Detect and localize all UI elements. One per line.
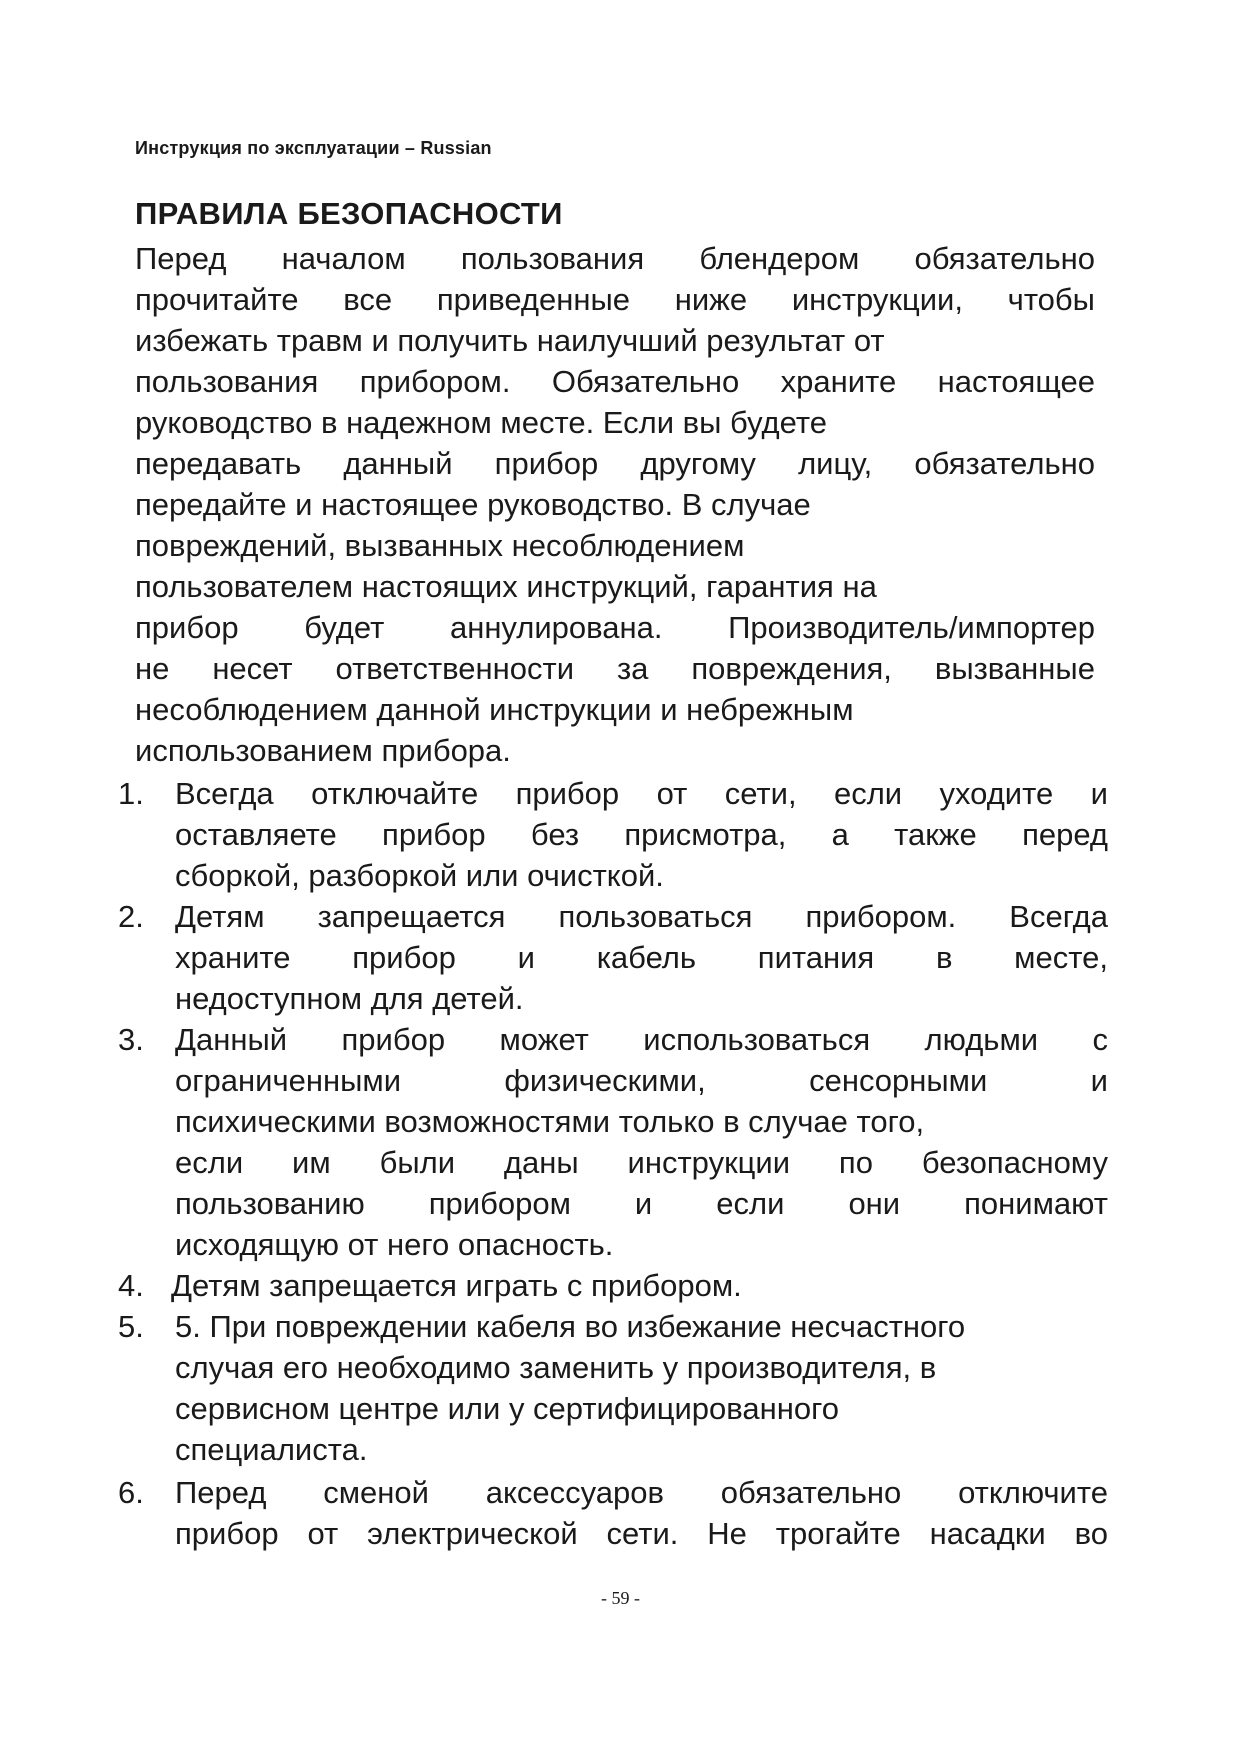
- list-item-line: Перед сменой аксессуаров обязательно отключите: [175, 1475, 1108, 1510]
- page-number: - 59 -: [601, 1588, 640, 1608]
- list-item: [118, 1306, 1118, 1470]
- list-item-number: 1.: [118, 776, 144, 811]
- intro-line: передайте и настоящее руководство. В случае: [135, 487, 811, 522]
- list-item-line: Данный прибор может использоваться людьми с: [175, 1022, 1108, 1057]
- list-item-line: психическими возможностями только в случае того,: [175, 1104, 925, 1139]
- intro-line: пользования прибором. Обязательно храните настоящее: [135, 364, 1095, 399]
- list-item: [118, 773, 1118, 896]
- list-item-number: 4.: [118, 1268, 144, 1303]
- list-item-line: храните прибор и кабель питания в месте,: [175, 940, 1108, 975]
- list-item-number: 5.: [118, 1309, 144, 1344]
- list-item-line: сборкой, разборкой или очисткой.: [175, 858, 664, 893]
- list-item-line: сервисном центре или у сертифицированного: [175, 1391, 839, 1426]
- list-item-number: 6.: [118, 1475, 144, 1510]
- list-item-line: недоступном для детей.: [175, 981, 524, 1016]
- intro-line: пользователем настоящих инструкций, гарантия на: [135, 569, 877, 604]
- list-item: [118, 1265, 1118, 1306]
- list-item-line: оставляете прибор без присмотра, а также перед: [175, 817, 1108, 852]
- intro-line: несоблюдением данной инструкции и небрежным: [135, 692, 854, 727]
- intro-line: Перед началом пользования блендером обязательно: [135, 241, 1095, 276]
- intro-line: прочитайте все приведенные ниже инструкции, чтобы: [135, 282, 1095, 317]
- list-item-line: ограниченными физическими, сенсорными и: [175, 1063, 1108, 1098]
- intro-line: использованием прибора.: [135, 733, 511, 768]
- intro-line: повреждений, вызванных несоблюдением: [135, 528, 745, 563]
- intro-line: передавать данный прибор другому лицу, обязательно: [135, 446, 1095, 481]
- list-item-number: 3.: [118, 1022, 144, 1057]
- intro-line: прибор будет аннулирована. Производитель/импортер: [135, 610, 1095, 645]
- intro-line: руководство в надежном месте. Если вы будете: [135, 405, 827, 440]
- list-item-line: исходящую от него опасность.: [175, 1227, 614, 1262]
- safety-rules-list: [118, 773, 1118, 1554]
- list-item-line: Детям запрещается пользоваться прибором. Всегда: [175, 899, 1108, 934]
- intro-paragraph: [135, 238, 1095, 771]
- list-item-line: прибор от электрической сети. Не трогайте насадки во: [175, 1516, 1108, 1551]
- list-item-line: случая его необходимо заменить у производителя, в: [175, 1350, 937, 1385]
- intro-line: не несет ответственности за повреждения, вызванные: [135, 651, 1095, 686]
- list-item-line: Всегда отключайте прибор от сети, если уходите и: [175, 776, 1108, 811]
- list-item-line: специалиста.: [175, 1432, 368, 1467]
- list-item: [118, 1472, 1118, 1554]
- list-item-line: Детям запрещается играть с прибором.: [171, 1268, 742, 1303]
- list-item-line: пользованию прибором и если они понимают: [175, 1186, 1108, 1221]
- section-title: ПРАВИЛА БЕЗОПАСНОСТИ: [135, 196, 563, 231]
- list-item: [118, 1019, 1118, 1265]
- intro-line: избежать травм и получить наилучший результат от: [135, 323, 885, 358]
- list-item-line: 5. При повреждении кабеля во избежание несчастного: [175, 1309, 966, 1344]
- list-item: [118, 896, 1118, 1019]
- document-header: Инструкция по эксплуатации – Russian: [135, 138, 492, 158]
- list-item-number: 2.: [118, 899, 144, 934]
- list-item-line: если им были даны инструкции по безопасному: [175, 1145, 1108, 1180]
